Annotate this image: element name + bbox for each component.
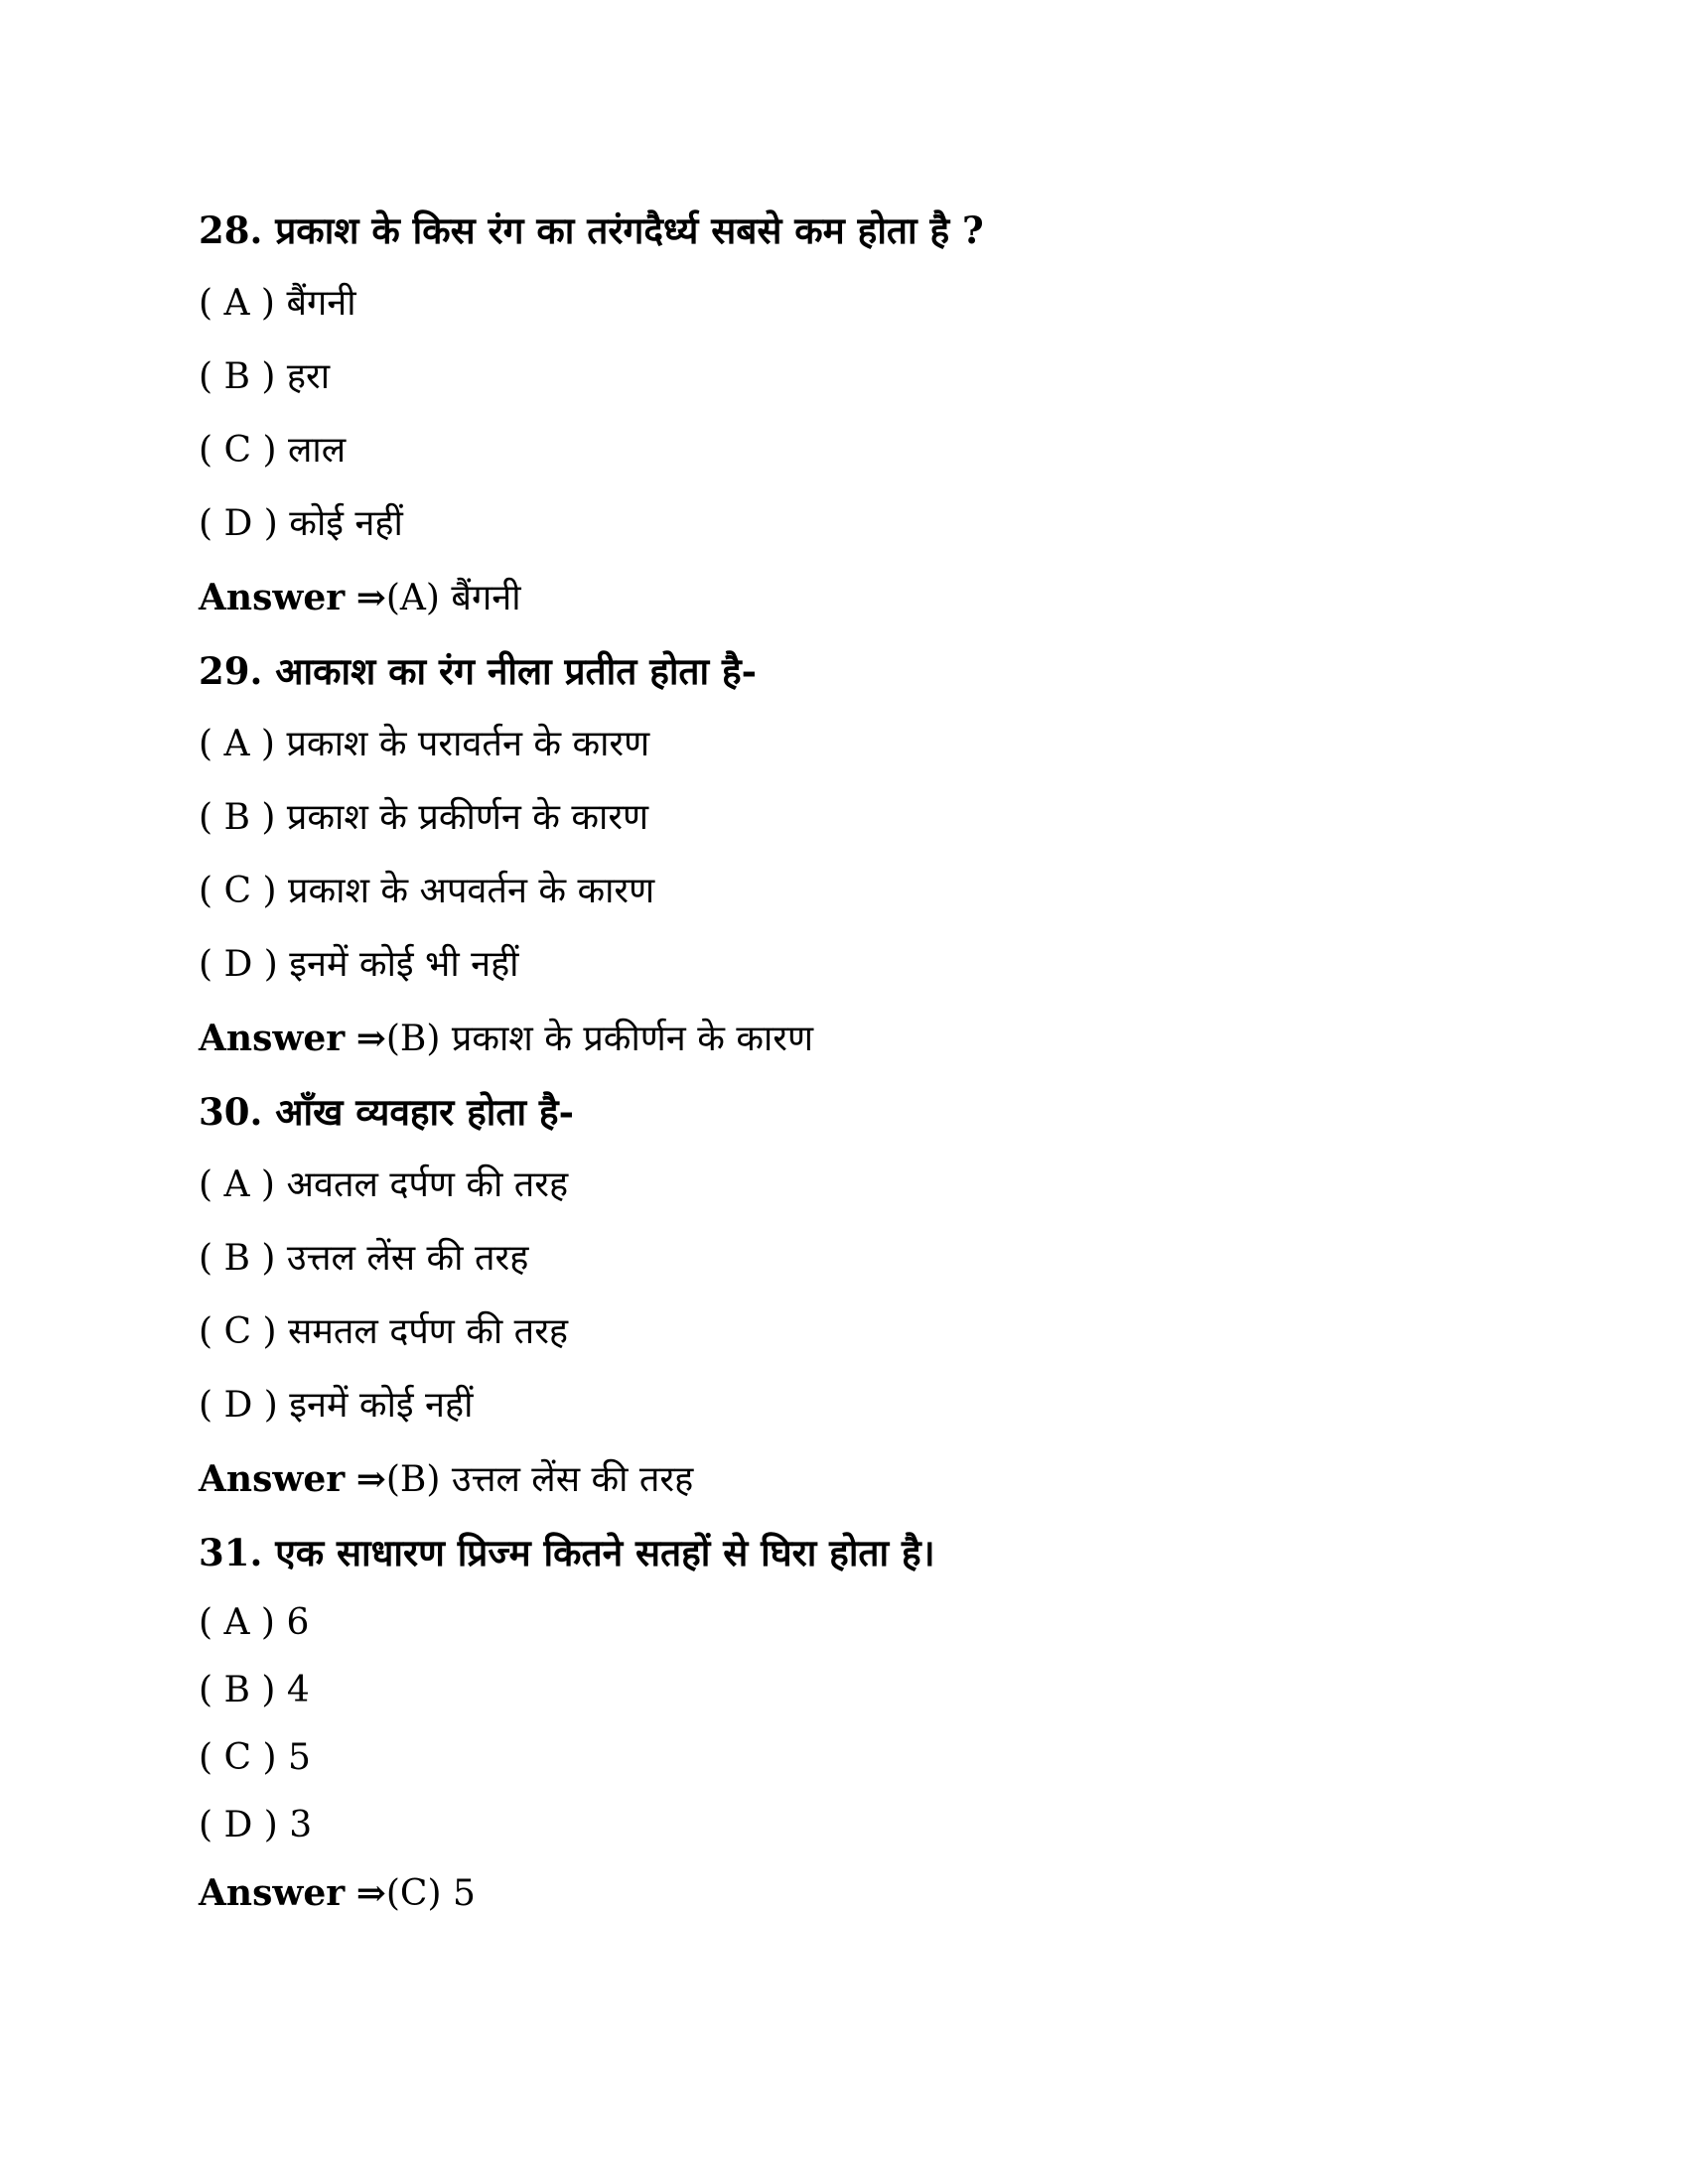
- answer-label: Answer: [199, 1872, 346, 1914]
- arrow-right-icon: ⇒: [355, 1458, 386, 1500]
- option-label: ( D ): [199, 1805, 278, 1845]
- option-label: ( A ): [199, 283, 275, 324]
- answer-line: [199, 1442, 1489, 1516]
- option-text: हरा: [286, 356, 331, 397]
- answer-label: Answer: [199, 1018, 346, 1059]
- option-text: समतल दर्पण की तरह: [287, 1311, 569, 1352]
- option-text: कोई नहीं: [289, 503, 403, 544]
- option-b: [199, 341, 1489, 414]
- question-28: [199, 194, 1489, 634]
- option-text: उत्तल लेंस की तरह: [286, 1238, 529, 1279]
- option-text: लाल: [287, 430, 347, 471]
- option-label: ( A ): [199, 1164, 275, 1205]
- arrow-right-icon: ⇒: [355, 1872, 386, 1914]
- answer-text: (A) बैंगनी: [385, 578, 521, 618]
- option-b: [199, 1222, 1489, 1296]
- answer-text: (B) प्रकाश के प्रकीर्णन के कारण: [385, 1019, 814, 1059]
- option-b: [199, 781, 1489, 855]
- option-text: प्रकाश के परावर्तन के कारण: [286, 724, 650, 764]
- option-a: [199, 708, 1489, 781]
- option-c: [199, 1296, 1489, 1369]
- answer-label: Answer: [199, 577, 346, 618]
- answer-line: [199, 561, 1489, 634]
- option-b: [199, 1657, 1489, 1724]
- option-label: ( B ): [199, 356, 276, 397]
- option-text: प्रकाश के प्रकीर्णन के कारण: [286, 797, 649, 838]
- option-text: 5: [287, 1737, 311, 1778]
- option-label: ( D ): [199, 1385, 278, 1426]
- answer-line: [199, 1002, 1489, 1075]
- option-label: ( B ): [199, 797, 276, 838]
- option-label: ( D ): [199, 503, 278, 544]
- arrow-right-icon: ⇒: [355, 577, 386, 618]
- option-text: इनमें कोई भी नहीं: [289, 944, 519, 985]
- question-30: [199, 1075, 1489, 1516]
- option-text: 4: [286, 1670, 310, 1710]
- option-a: [199, 1589, 1489, 1657]
- option-text: प्रकाश के अपवर्तन के कारण: [287, 871, 655, 911]
- question-sheet: [199, 194, 1489, 1927]
- question-29: [199, 634, 1489, 1075]
- option-c: [199, 855, 1489, 928]
- option-label: ( B ): [199, 1670, 276, 1710]
- question-title: 29. आकाश का रंग नीला प्रतीत होता है-: [199, 649, 757, 693]
- option-label: ( C ): [199, 1311, 277, 1352]
- option-d: [199, 928, 1489, 1002]
- option-d: [199, 1369, 1489, 1442]
- question-31: [199, 1516, 1489, 1927]
- option-text: 3: [289, 1805, 313, 1845]
- question-title: 30. आँख व्यवहार होता है-: [199, 1090, 574, 1134]
- question-title: 31. एक साधारण प्रिज्म कितने सतहों से घिरा होता है।: [199, 1531, 935, 1574]
- answer-label: Answer: [199, 1458, 346, 1500]
- option-label: ( C ): [199, 871, 277, 911]
- option-text: अवतल दर्पण की तरह: [286, 1164, 569, 1205]
- answer-text: (C) 5: [385, 1873, 476, 1914]
- arrow-right-icon: ⇒: [355, 1018, 386, 1059]
- option-label: ( C ): [199, 1737, 277, 1778]
- option-d: [199, 487, 1489, 561]
- option-label: ( D ): [199, 944, 278, 985]
- option-text: इनमें कोई नहीं: [289, 1385, 474, 1426]
- option-label: ( C ): [199, 430, 277, 471]
- option-label: ( A ): [199, 1602, 275, 1643]
- option-d: [199, 1792, 1489, 1859]
- answer-line: [199, 1859, 1489, 1927]
- option-c: [199, 414, 1489, 487]
- question-title: 28. प्रकाश के किस रंग का तरंगदैर्ध्य सबसे कम होता है ?: [199, 208, 984, 252]
- option-text: 6: [286, 1602, 310, 1643]
- option-label: ( B ): [199, 1238, 276, 1279]
- option-c: [199, 1724, 1489, 1792]
- option-text: बैंगनी: [286, 283, 356, 324]
- option-a: [199, 267, 1489, 341]
- option-label: ( A ): [199, 724, 275, 764]
- answer-text: (B) उत्तल लेंस की तरह: [385, 1459, 694, 1500]
- option-a: [199, 1149, 1489, 1222]
